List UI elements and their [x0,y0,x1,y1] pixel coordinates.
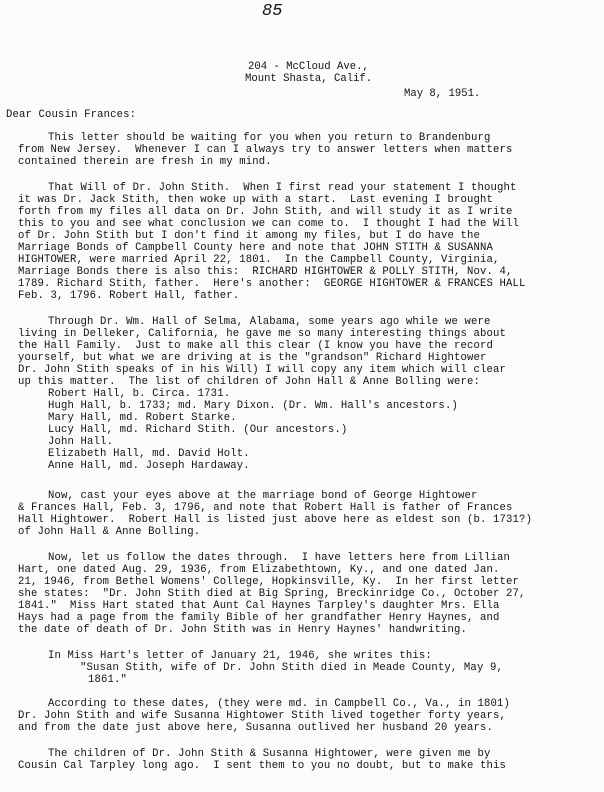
body-line: 21, 1946, from Bethel Womens' College, Hopkinsville, Ky. In her first letter [18,576,520,588]
body-line: Marriage Bonds of Campbell County here and note that JOHN STITH & SUSANNA [18,242,494,254]
body-line: the date of death of Dr. John Stith was in Henry Haynes' handwriting. [18,624,468,636]
page-number: 85 [262,2,283,21]
body-line: yourself, but what we are driving at is the "grandson" Richard Hightower [18,352,487,364]
body-line: it was Dr. Jack Stith, then woke up with a start. Last evening I brought [18,194,494,206]
body-line: from New Jersey. Whenever I can I always try to answer letters when matters [18,144,513,156]
body-line: Cousin Cal Tarpley long ago. I sent them to you no doubt, but to make this [18,760,507,772]
body-line: Through Dr. Wm. Hall of Selma, Alabama, some years ago while we were [48,316,491,328]
body-line: contained therein are fresh in my mind. [18,156,272,168]
list-item: John Hall. [48,436,114,448]
body-line: 1841." Miss Hart stated that Aunt Cal Haynes Tarpley's daughter Mrs. Ella [18,600,500,612]
body-line: living in Delleker, California, he gave me so many interesting things about [18,328,507,340]
salutation: Dear Cousin Frances: [6,109,137,121]
body-line: this to you and see what conclusion we can come to. I thought I had the Will [18,218,520,230]
body-line: Dr. John Stith speaks of in his Will) I will copy any item which will clear [18,364,507,376]
body-line: of Dr. John Stith but I don't find it among my files, but I do have the [18,230,481,242]
body-line: Now, let us follow the dates through. I have letters here from Lillian [48,552,511,564]
body-line: she states: "Dr. John Stith died at Big Spring, Breckinridge Co., October 27, [18,588,526,600]
letter-date: May 8, 1951. [404,88,481,100]
body-line: forth from my files all data on Dr. John Stith, and will study it as I write [18,206,513,218]
body-line: Hart, one dated Aug. 29, 1936, from Elizabethtown, Ky., and one dated Jan. [18,564,500,576]
body-line: Hays had a page from the family Bible of her grandfather Henry Haynes, and [18,612,500,624]
body-line: Hall Hightower. Robert Hall is listed just above here as eldest son (b. 1731?) [18,514,533,526]
body-line: Dr. John Stith and wife Susanna Hightower Stith lived together forty years, [18,710,507,722]
list-item: Mary Hall, md. Robert Starke. [48,412,237,424]
list-item: Elizabeth Hall, md. David Holt. [48,448,250,460]
address-city: Mount Shasta, Calif. [245,73,373,85]
body-line: Marriage Bonds there is also this: RICHARD HIGHTOWER & POLLY STITH, Nov. 4, [18,266,513,278]
body-line: HIGHTOWER, were married April 22, 1801. In the Campbell County, Virginia, [18,254,500,266]
list-item: Lucy Hall, md. Richard Stith. (Our ancestors.) [48,424,348,436]
body-line: This letter should be waiting for you when you return to Brandenburg [48,132,491,144]
quote-line: "Susan Stith, wife of Dr. John Stith died in Meade County, May 9, [80,662,503,674]
list-item: Hugh Hall, b. 1733; md. Mary Dixon. (Dr. Wm. Hall's ancestors.) [48,400,458,412]
body-line: and from the date just above here, Susanna outlived her husband 20 years. [18,722,494,734]
body-line: That Will of Dr. John Stith. When I first read your statement I thought [48,182,517,194]
body-line: up this matter. The list of children of John Hall & Anne Bolling were: [18,376,481,388]
address-street: 204 - McCloud Ave., [248,61,369,73]
body-line: Feb. 3, 1796. Robert Hall, father. [18,290,240,302]
body-line: 1789. Richard Stith, father. Here's another: GEORGE HIGHTOWER & FRANCES HALL [18,278,526,290]
list-item: Robert Hall, b. Circa. 1731. [48,388,231,400]
quote-line: 1861." [88,674,128,686]
body-line: & Frances Hall, Feb. 3, 1796, and note that Robert Hall is father of Frances [18,502,513,514]
list-item: Anne Hall, md. Joseph Hardaway. [48,460,250,472]
body-line: In Miss Hart's letter of January 21, 1946, she writes this: [48,650,432,662]
body-line: the Hall Family. Just to make all this clear (I know you have the record [18,340,494,352]
body-line: According to these dates, (they were md. in Campbell Co., Va., in 1801) [48,698,511,710]
body-line: of John Hall & Anne Bolling. [18,526,201,538]
body-line: The children of Dr. John Stith & Susanna Hightower, were given me by [48,748,491,760]
body-line: Now, cast your eyes above at the marriage bond of George Hightower [48,490,478,502]
